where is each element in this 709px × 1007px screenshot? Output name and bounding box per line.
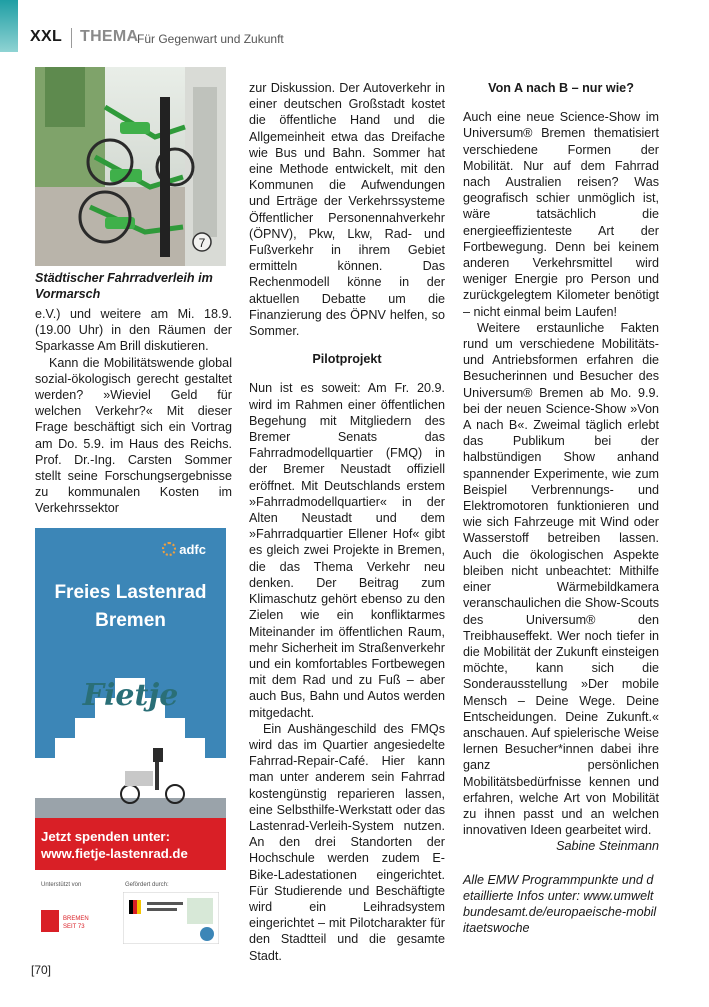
col1-paragraph-2: Kann die Mobilitätswende global sozial-ökologisch gerecht gestaltet werden? »Wieviel Geld für welchen Verkehr?« Mit dieser Frage beschäftigt sich ein Vortrag am Do. 5.9. im Haus des Reichs. Prof. Dr.-Ing. Carsten Sommer stellt seine Forschungsergebnisse zu kommunalen Kosten im Verkehrssektor (35, 355, 232, 516)
column-3 (463, 80, 659, 936)
section-label: XXL (30, 28, 63, 45)
fietje-logo: Fietje (82, 678, 179, 713)
col2-paragraph-3: Ein Aushängeschild des FMQs wird das im Quartier angesiedelte Fahrrad-Repair-Café. Hier kann man unter anderem sein Fahrrad kostengünstig reparieren lassen, eine Selbsthilfe-Werkstatt oder das Lastenrad-Verleih-System nutzen. An den drei Standorten der Hochschule werden zudem E-Bike-Ladestationen eingerichtet. Für Studierende und Beschäftigte wird ein Leihradsystem eingerichtet – mit Pilotcharakter für den Stadtteil und die gesamte Stadt. (249, 721, 445, 963)
col2-heading-pilotprojekt: Pilotprojekt (312, 352, 382, 367)
ad-url-link[interactable]: www.fietje-lastenrad.de (41, 846, 188, 861)
svg-text:BREMEN: BREMEN (63, 916, 89, 922)
bike-rental-illustration (35, 67, 226, 266)
column-2 (249, 80, 445, 964)
ad-cta-text: Jetzt spenden unter: (41, 829, 170, 844)
col1-paragraph-1: e.V.) und weitere am Mi. 18.9. (19.00 Uhr) in den Räumen der Sparkasse Am Brill diskutieren. (35, 307, 232, 354)
page-number: [70] (31, 963, 52, 977)
thema-label: THEMA (80, 28, 139, 45)
photo-caption: Städtischer Fahrradverleih im Vormarsch (35, 271, 213, 301)
info-note: Alle EMW Programmpunkte und detaillierte Infos unter: www.umweltbundesamt.de/europaeische-mobilitaetswoche (463, 872, 657, 936)
svg-text:SEIT 73: SEIT 73 (63, 924, 85, 930)
col2-paragraph-1: zur Diskussion. Der Autoverkehr in einer deutschen Großstadt kostet die öffentliche Hand und die Allgemeinheit etwa das Dreifache wie Bus und Bahn. Sommer hat eine Methode entwickelt, mit den Kommunen die Aufwendungen und Erträge der Verkehrssysteme Öffentlicher Personennahverkehr (ÖPNV), Pkw, Lkw, Rad- und Fußverkehr in ihrem Gebiet ermitteln können. Das Rechenmodell könne in der aktuellen Debatte um die Finanzierung des ÖPNV helfen, so Sommer. (249, 81, 445, 339)
sponsor-logo-left (41, 894, 113, 942)
author-signature: Sabine Steinmann (556, 839, 659, 854)
sponsor-logo-right (123, 892, 219, 944)
col3-paragraph-1: Auch eine neue Science-Show im Universum® Bremen thematisiert verschiedene Formen der Mobilität. Nur auf dem Fahrrad nach Australien reisen? Was geografisch schier unmöglich ist, wäre tatsächlich die energieeffizienteste Art der Fortbewegung. Denn bei keinem anderen Verkehrsmittel wird weniger Energie pro Person und zurückgelegtem Kilometer benötigt – nicht einmal beim Laufen! (463, 110, 659, 319)
col3-paragraph-2: Weitere erstaunliche Fakten rund um verschiedene Mobilitäts- und Antriebsformen erfahren die Besucherinnen und Besucher des Universum® Bremen ab Mo. 9.9. bei der neuen Science-Show »Von A nach B«. Zweimal täglich erlebt das Publikum bei der halbstündigen Show anhand spannender Experimente, wie zum Beispiel Verbrennungs- und Elektromotoren funktionieren und wie sich Fahrzeuge mit Wind oder Wasserstoff betreiben lassen. Auch die ökologischen Aspekte bleiben nicht unbeachtet: Mithilfe einer Wärmebildkamera veranschaulichen die Show-Scouts des Universum® den Treibhauseffekt. Wer noch tiefer in die Mobilität der Zukunft einsteigen möchte, kann sich die Sonderausstellung »Der mobile Mensch – Deine Wege. Deine Entscheidungen. Deine Zukunft.« anschauen. Auf spielerische Weise lernen Besucher*innen dabei ihre ganz persönlichen Mobilitätsbedürfnisse kennen und erfahren, welche Art von Mobilität zu ihnen passt und an welchen innovativen Ideen gearbeitet wird. (463, 320, 660, 838)
ad-funded-by: Gefördert durch: (125, 882, 169, 888)
header-divider (71, 28, 72, 48)
header-subtitle: Für Gegenwart und Zukunft (137, 32, 284, 46)
col3-heading: Von A nach B – nur wie? (488, 81, 634, 95)
lastenrad-ad (35, 528, 226, 955)
ad-supported-by: Unterstützt von (41, 882, 82, 888)
ad-title-line-1: Freies Lastenrad (54, 582, 207, 603)
ad-city-illustration (35, 648, 226, 818)
section-color-tab (0, 0, 18, 52)
column-1 (35, 306, 232, 517)
station-number: 7 (198, 236, 206, 250)
bike-rental-photo (35, 67, 226, 266)
col2-paragraph-2: Nun ist es soweit: Am Fr. 20.9. wird im Rahmen einer öffentlichen Begehung mit Mitgliedern des Bremer Senats das Fahrradmodellquartier (FMQ) in der Bremer Neustadt offiziell eröffnet. Mit Deutschlands erstem »Fahrradmodellquartier« in der Alten Neustadt und dem »Fahrradquartier Ellener Hof« gibt es gleich zwei Projekte in Bremen, die das Thema Verkehr neu denken. Der Beitrag zum Klimaschutz gehört ebenso zu den Zielen wie ein konfliktarmes Miteinander im öffentlichen Raum, mehr Sicherheit im Straßenverkehr und ein komfortables Fortbewegen mit dem Rad und zu Fuß – aber auch Bus, Bahn und Autos werden mitgedacht. (249, 381, 445, 720)
ad-title-line-2: Bremen (95, 610, 166, 631)
adfc-logo: adfc (162, 542, 206, 557)
